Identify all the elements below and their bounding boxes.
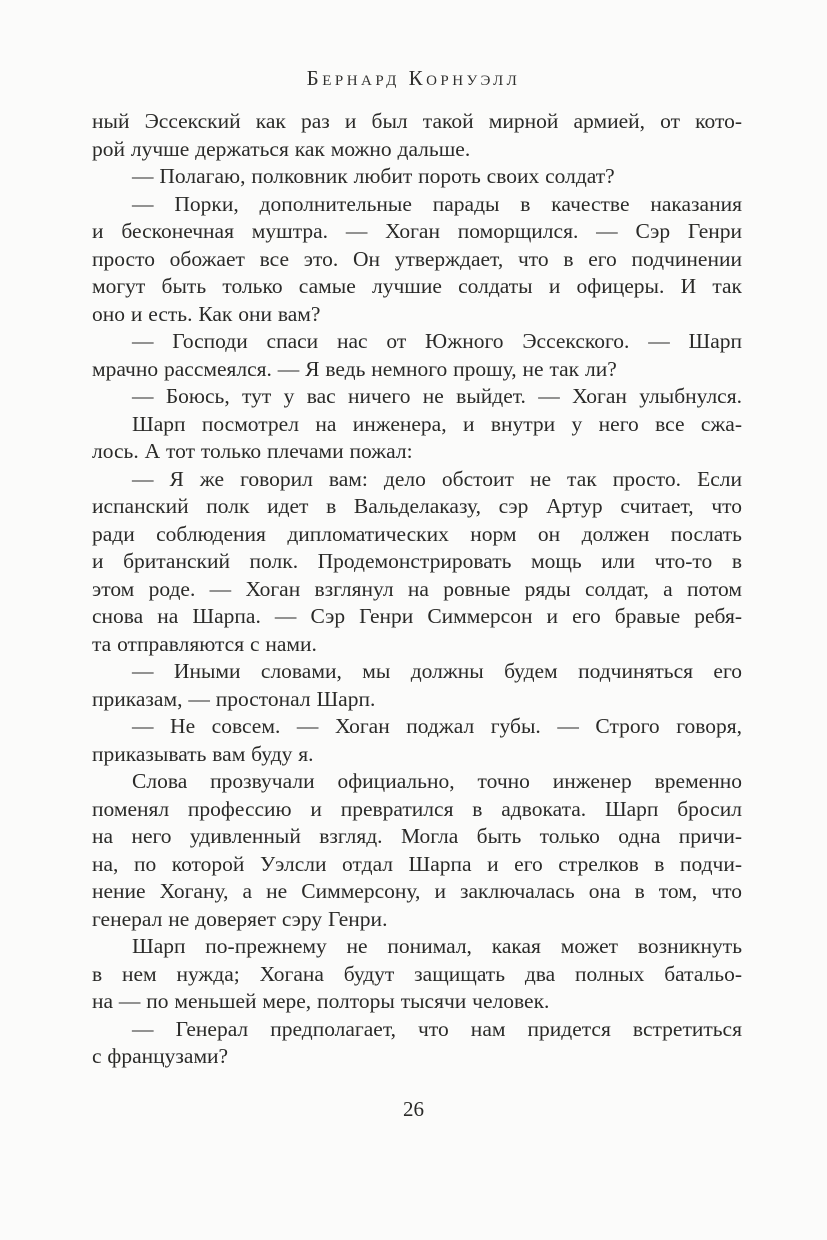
text-line: рой лучше держаться как можно дальше. xyxy=(92,136,471,161)
text-line: та отправляются с нами. xyxy=(92,631,317,656)
text-line: на него удивленный взгляд. Могла быть только одна причи- xyxy=(92,824,742,848)
text-line: Слова прозвучали официально, точно инженер временно xyxy=(132,769,742,793)
text-line: поменял профессию и превратился в адвоката. Шарп бросил xyxy=(92,796,742,821)
text-line: — Господи спаси нас от Южного Эссекского. — Шарп xyxy=(132,329,742,353)
text-line: этом роде. — Хоган взглянул на ровные ряды солдат, а потом xyxy=(92,576,742,601)
text-line: оно и есть. Как они вам? xyxy=(92,301,321,326)
text-line: снова на Шарпа. — Сэр Генри Симмерсон и его бравые ребя- xyxy=(92,604,742,628)
text-line: — Я же говорил вам: дело обстоит не так просто. Если xyxy=(132,466,742,491)
text-line: просто обожает все это. Он утверждает, что в его подчинении xyxy=(92,246,742,271)
text-line: и бесконечная муштра. — Хоган поморщился. — Сэр Генри xyxy=(92,219,742,243)
text-line: — Боюсь, тут у вас ничего не выйдет. — Хоган улыбнулся. xyxy=(132,384,742,408)
text-line: ный Эссекский как раз и был такой мирной армией, от кото- xyxy=(92,109,742,133)
text-line: в нем нужда; Хогана будут защищать два полных батальо- xyxy=(92,961,742,986)
text-line: приказам, — простонал Шарп. xyxy=(92,686,376,711)
text-line: могут быть только самые лучшие солдаты и офицеры. И так xyxy=(92,274,742,298)
text-line: и британский полк. Продемонстрировать мощь или что-то в xyxy=(92,549,742,573)
text-line: с французами? xyxy=(92,1044,229,1068)
text-line: — Не совсем. — Хоган поджал губы. — Строго говоря, xyxy=(132,714,742,738)
text-line: — Полагаю, полковник любит пороть своих солдат? xyxy=(132,164,615,188)
page-number: 26 xyxy=(403,1097,424,1121)
text-block xyxy=(92,108,742,1071)
text-line: на, по которой Уэлсли отдал Шарпа и его стрелков в подчи- xyxy=(92,851,742,876)
text-line: Шарп по-прежнему не понимал, какая может возникнуть xyxy=(132,934,742,958)
text-line: на — по меньшей мере, полторы тысячи человек. xyxy=(92,989,550,1013)
text-line: — Иными словами, мы должны будем подчиняться его xyxy=(132,659,742,683)
text-line: мрачно рассмеялся. — Я ведь немного прошу, не так ли? xyxy=(92,356,617,381)
text-line: приказывать вам буду я. xyxy=(92,741,314,766)
running-header-author: Бернард Корнуэлл xyxy=(306,66,521,90)
text-line: ради соблюдения дипломатических норм он должен послать xyxy=(92,521,742,546)
text-line: нение Хогану, а не Симмерсону, и заключалась она в том, что xyxy=(92,879,742,903)
text-line: — Генерал предполагает, что нам придется встретиться xyxy=(132,1016,742,1041)
text-line: Шарп посмотрел на инженера, и внутри у него все сжа- xyxy=(132,411,742,436)
text-line: лось. А тот только плечами пожал: xyxy=(92,439,413,463)
text-line: — Порки, дополнительные парады в качестве наказания xyxy=(132,191,742,216)
text-line: генерал не доверяет сэру Генри. xyxy=(92,906,388,931)
text-line: испанский полк идет в Вальделаказу, сэр Артур считает, что xyxy=(92,494,742,518)
